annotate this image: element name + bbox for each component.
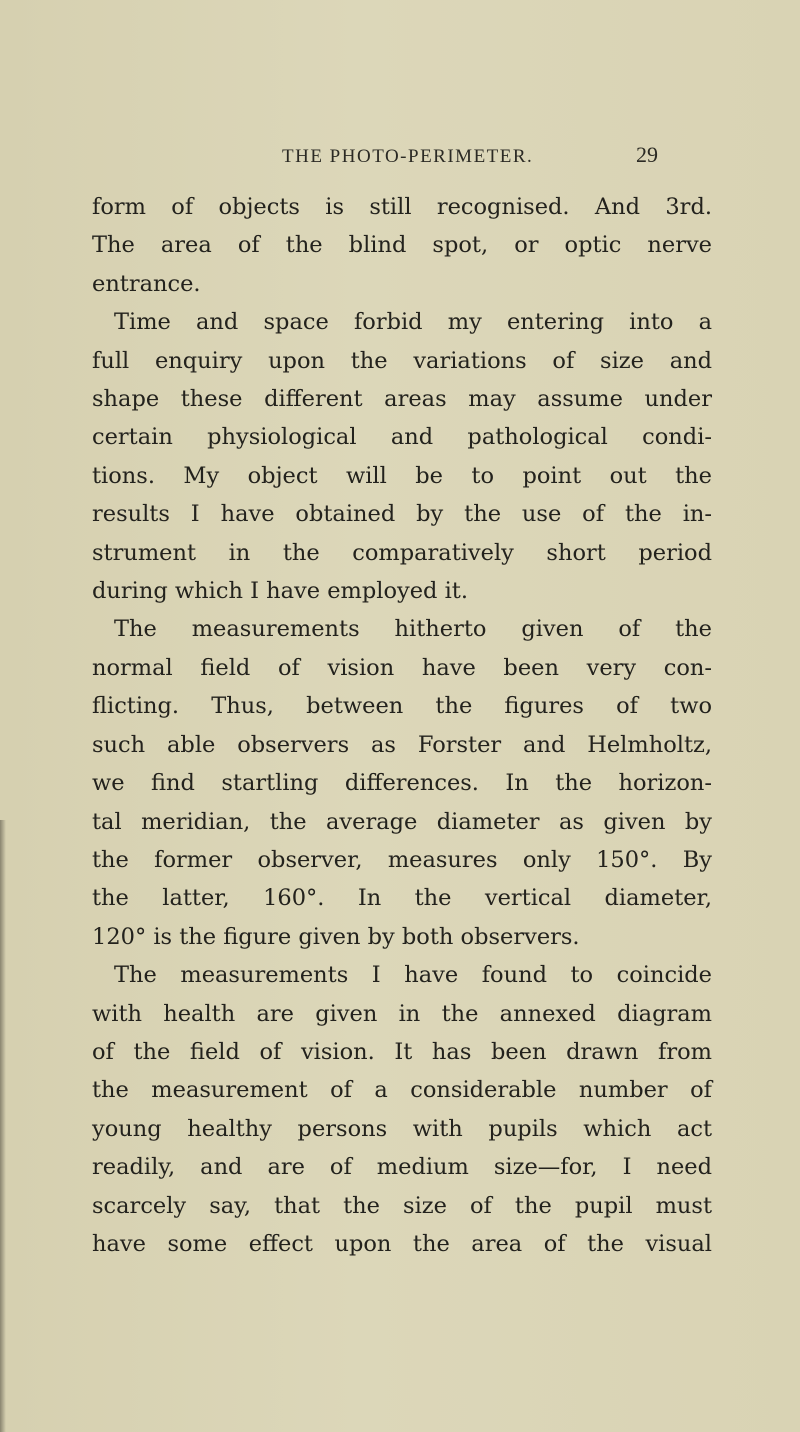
text-line: results I have obtained by the use of the in- bbox=[92, 501, 712, 528]
text-line: young healthy persons with pupils which act bbox=[92, 1115, 712, 1142]
text-line: strument in the comparatively short period bbox=[92, 539, 712, 566]
text-line: full enquiry upon the variations of size and bbox=[92, 347, 712, 374]
text-line: we find startling differences. In the horizon- bbox=[92, 770, 712, 797]
text-line: certain physiological and pathological condi- bbox=[92, 424, 712, 451]
text-line: have some effect upon the area of the visual bbox=[92, 1230, 712, 1257]
body-text bbox=[92, 188, 712, 1263]
text-line: tal meridian, the average diameter as given by bbox=[92, 808, 712, 835]
page-number: 29 bbox=[636, 142, 658, 167]
text-line: The measurements hitherto given of the bbox=[114, 616, 712, 643]
text-line: tions. My object will be to point out the bbox=[92, 462, 712, 489]
text-line: entrance. bbox=[92, 270, 201, 297]
text-line: Time and space forbid my entering into a bbox=[114, 309, 712, 336]
text-line: readily, and are of medium size—for, I need bbox=[92, 1154, 712, 1181]
text-line: The area of the blind spot, or optic nerve bbox=[92, 232, 712, 259]
text-line: the measurement of a considerable number of bbox=[92, 1077, 712, 1104]
text-line: of the field of vision. It has been drawn from bbox=[92, 1038, 712, 1065]
page-edge-shadow bbox=[0, 820, 6, 1432]
text-line: form of objects is still recognised. And 3rd. bbox=[92, 194, 712, 220]
text-line: flicting. Thus, between the figures of two bbox=[92, 693, 712, 720]
text-line: shape these different areas may assume under bbox=[92, 386, 712, 413]
text-line: the former observer, measures only 150°. By bbox=[92, 846, 712, 873]
text-line: normal field of vision have been very con- bbox=[92, 654, 712, 681]
text-line: with health are given in the annexed diagram bbox=[92, 1000, 712, 1027]
text-line: such able observers as Forster and Helmholtz, bbox=[92, 731, 712, 758]
text-line: 120° is the figure given by both observers. bbox=[92, 923, 580, 950]
text-line: the latter, 160°. In the vertical diameter, bbox=[92, 885, 712, 912]
text-line: The measurements I have found to coincide bbox=[114, 962, 712, 989]
running-title: THE PHOTO-PERIMETER. bbox=[282, 146, 534, 167]
text-line: scarcely say, that the size of the pupil must bbox=[92, 1192, 712, 1219]
text-line: during which I have employed it. bbox=[92, 578, 468, 605]
